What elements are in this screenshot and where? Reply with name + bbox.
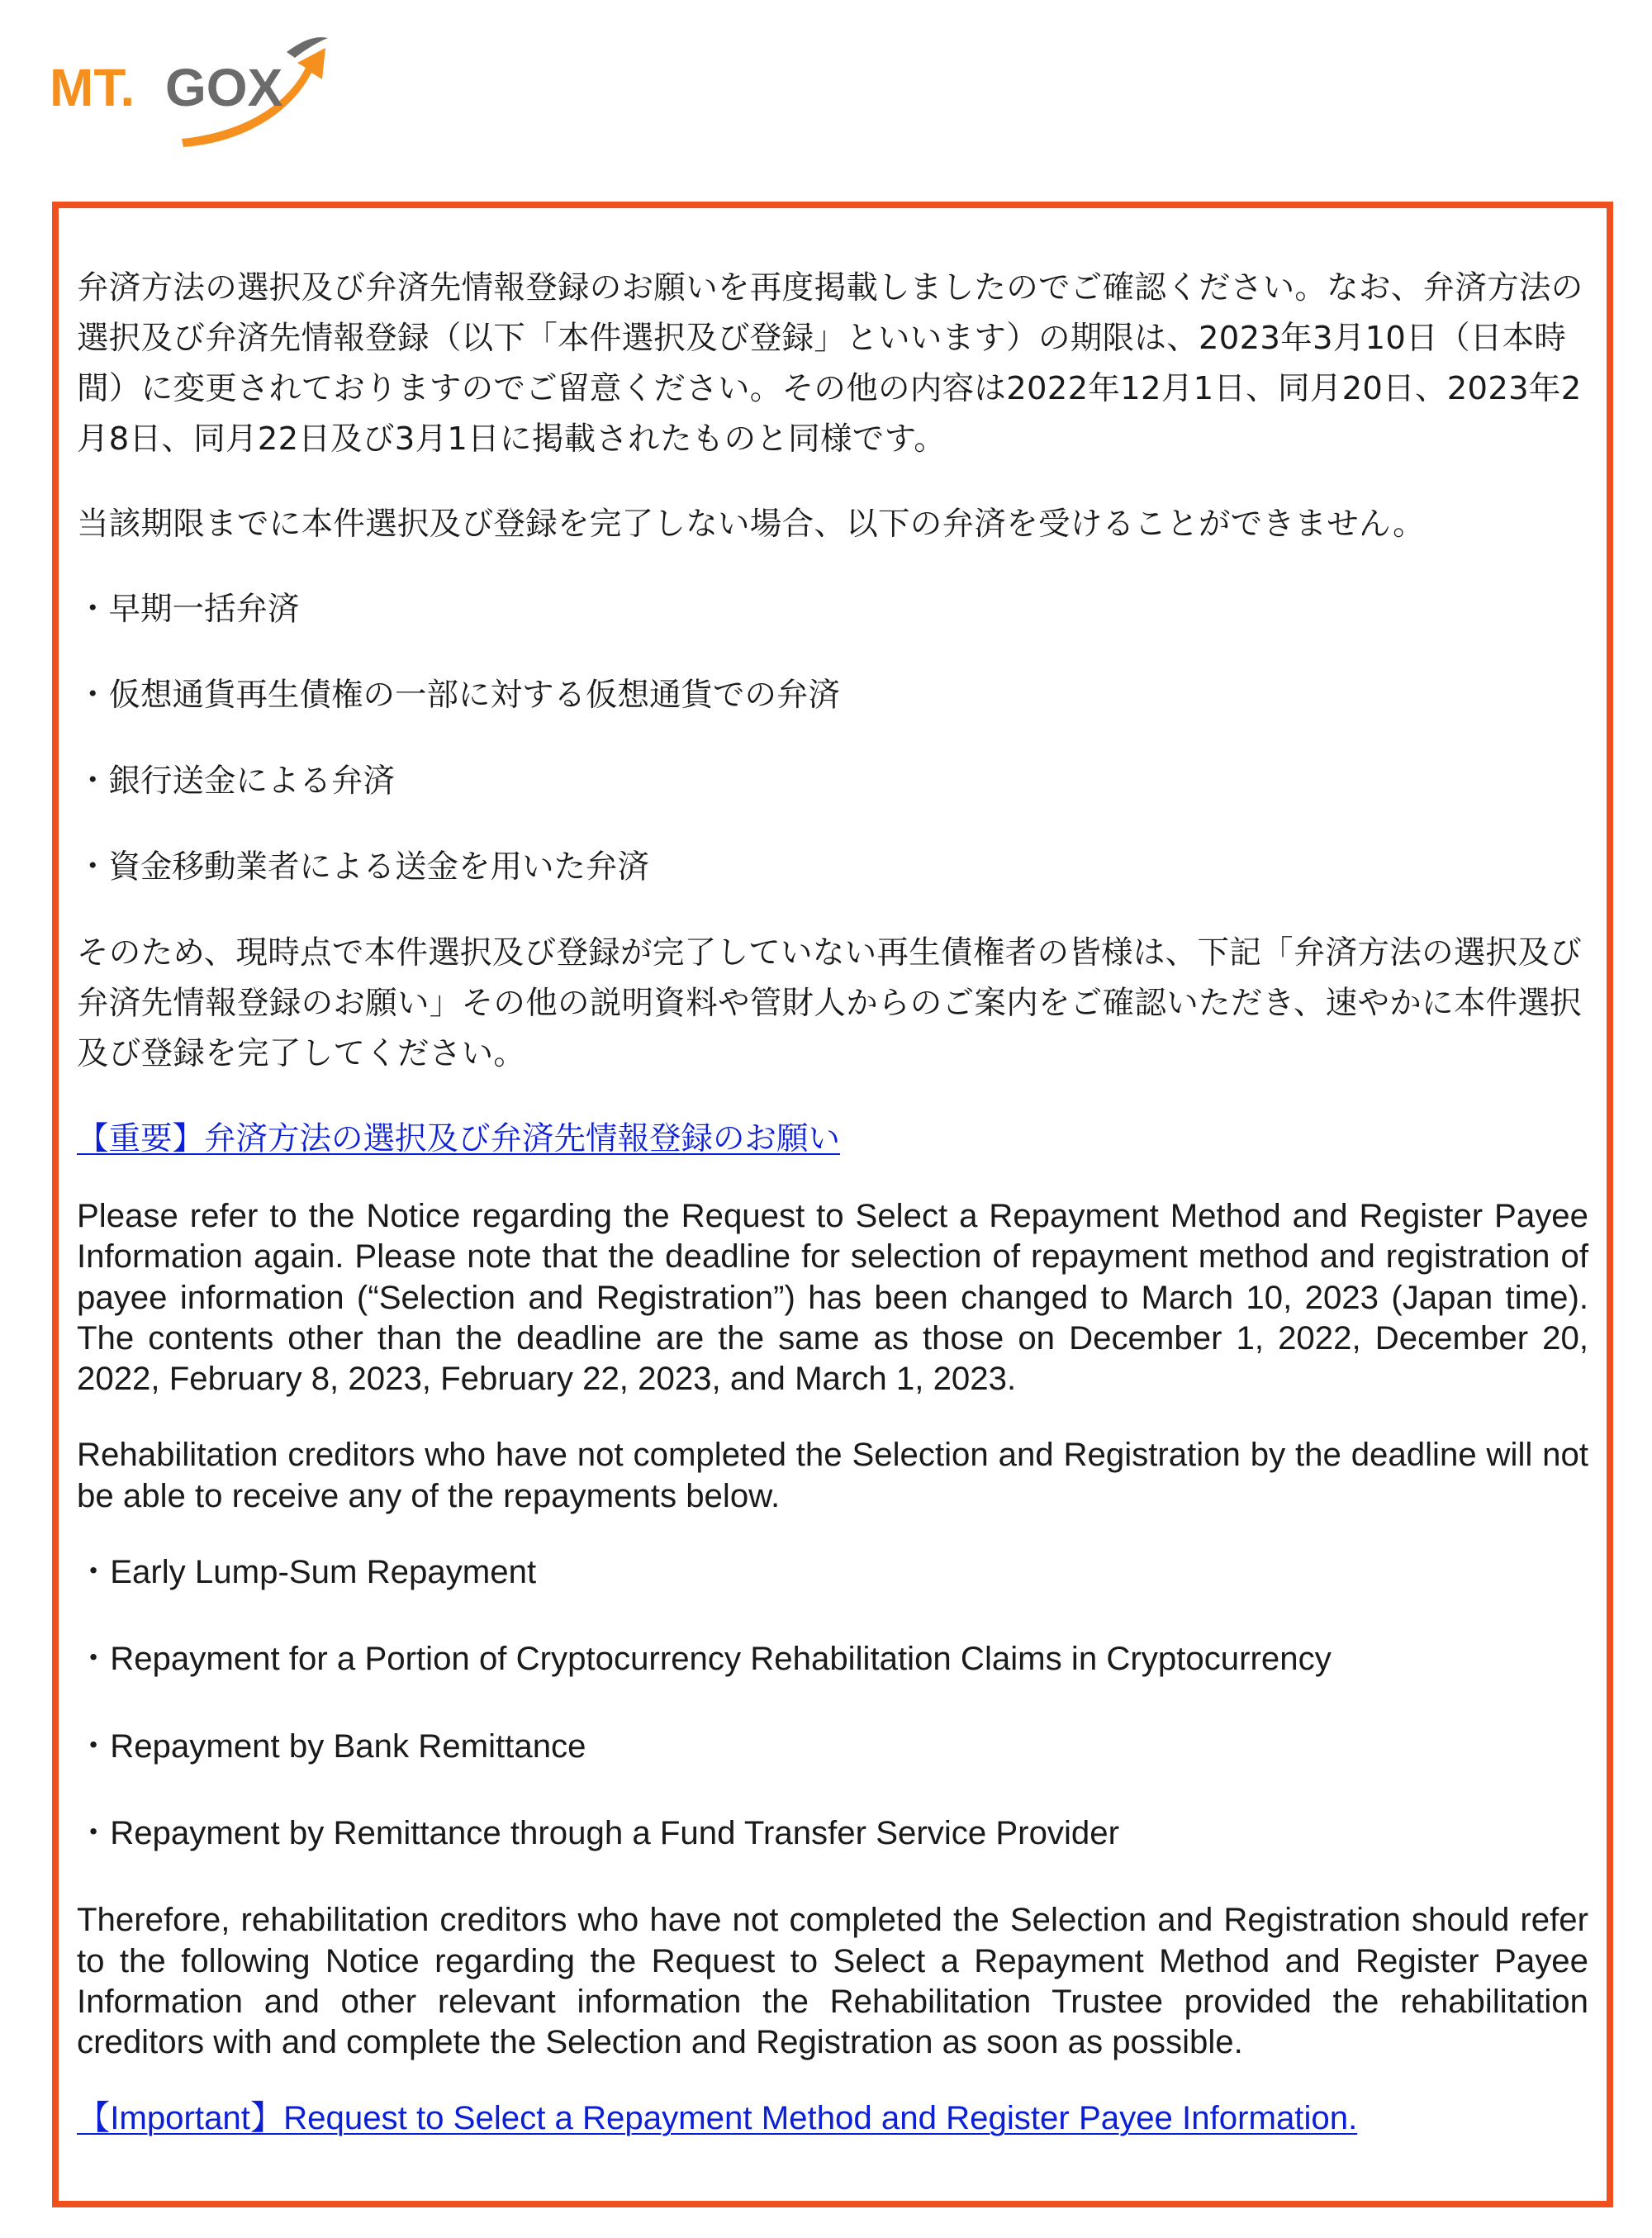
en-bullet-item: ・Early Lump-Sum Repayment <box>77 1553 537 1591</box>
mtgox-logo <box>43 23 340 155</box>
jp-warning-paragraph: 当該期限までに本件選択及び登録を完了しない場合、以下の弁済を受けることができません。 <box>77 506 1425 543</box>
logo-text-mt: MT. <box>50 58 135 117</box>
jp-bullet-item: ・仮想通貨再生債権の一部に対する仮想通貨での弁済 <box>77 677 841 714</box>
en-bullet-item: ・Repayment by Bank Remittance <box>77 1727 586 1765</box>
jp-intro-paragraph: 弁済方法の選択及び弁済先情報登録のお願いを再度掲載しましたのでご確認ください。なお、弁済方法の選択及び弁済先情報登録（以下「本件選択及び登録」といいます）の期限は、2023年3月10日（日本時間）に変更されておりますのでご留意ください。その他の内容は2022年12月1日、同月20日、2023年2月8日、同月22日及び3月1日に掲載されたものと同様です。 <box>77 269 1583 458</box>
logo-text-gox: GOX <box>165 58 283 117</box>
notice-frame <box>52 202 1613 2207</box>
en-bullet-item: ・Repayment for a Portion of Cryptocurrency Rehabilitation Claims in Cryptocurrency <box>77 1640 1332 1678</box>
en-bullet-item: ・Repayment by Remittance through a Fund Transfer Service Provider <box>77 1813 1120 1851</box>
en-warning-paragraph: Rehabilitation creditors who have not completed the Selection and Registration by the deadline will not be able to receive any of the repayments below. <box>77 1436 1588 1514</box>
jp-important-notice-link[interactable]: 【重要】弁済方法の選択及び弁済先情報登録のお願い <box>77 1120 841 1157</box>
jp-bullet-item: ・早期一括弁済 <box>77 591 300 628</box>
en-closing-paragraph: Therefore, rehabilitation creditors who have not completed the Selection and Registration should refer to the following Notice regarding the Request to Select a Repayment Method and Register Payee Information and other relevant information the Rehabilitation Trustee provided the rehabilitation creditors with and complete the Selection and Registration as soon as possible. <box>77 1901 1588 2061</box>
jp-bullet-item: ・銀行送金による弁済 <box>77 763 396 800</box>
en-important-notice-link[interactable]: 【Important】Request to Select a Repayment Method and Register Payee Information. <box>77 2099 1358 2137</box>
en-intro-paragraph: Please refer to the Notice regarding the Request to Select a Repayment Method and Register Payee Information again. Please note that the deadline for selection of repayment method and registration of payee information (“Selection and Registration”) has been changed to March 10, 2023 (Japan time). The contents other than the deadline are the same as those on December 1, 2022, December 20, 2022, February 8, 2023, February 22, 2023, and March 1, 2023. <box>77 1197 1588 1398</box>
jp-bullet-item: ・資金移動業者による送金を用いた弁済 <box>77 848 650 886</box>
jp-closing-paragraph: そのため、現時点で本件選択及び登録が完了していない再生債権者の皆様は、下記「弁済方法の選択及び弁済先情報登録のお願い」その他の説明資料や管財人からのご案内をご確認いただき、速やかに本件選択及び登録を完了してください。 <box>77 934 1583 1072</box>
